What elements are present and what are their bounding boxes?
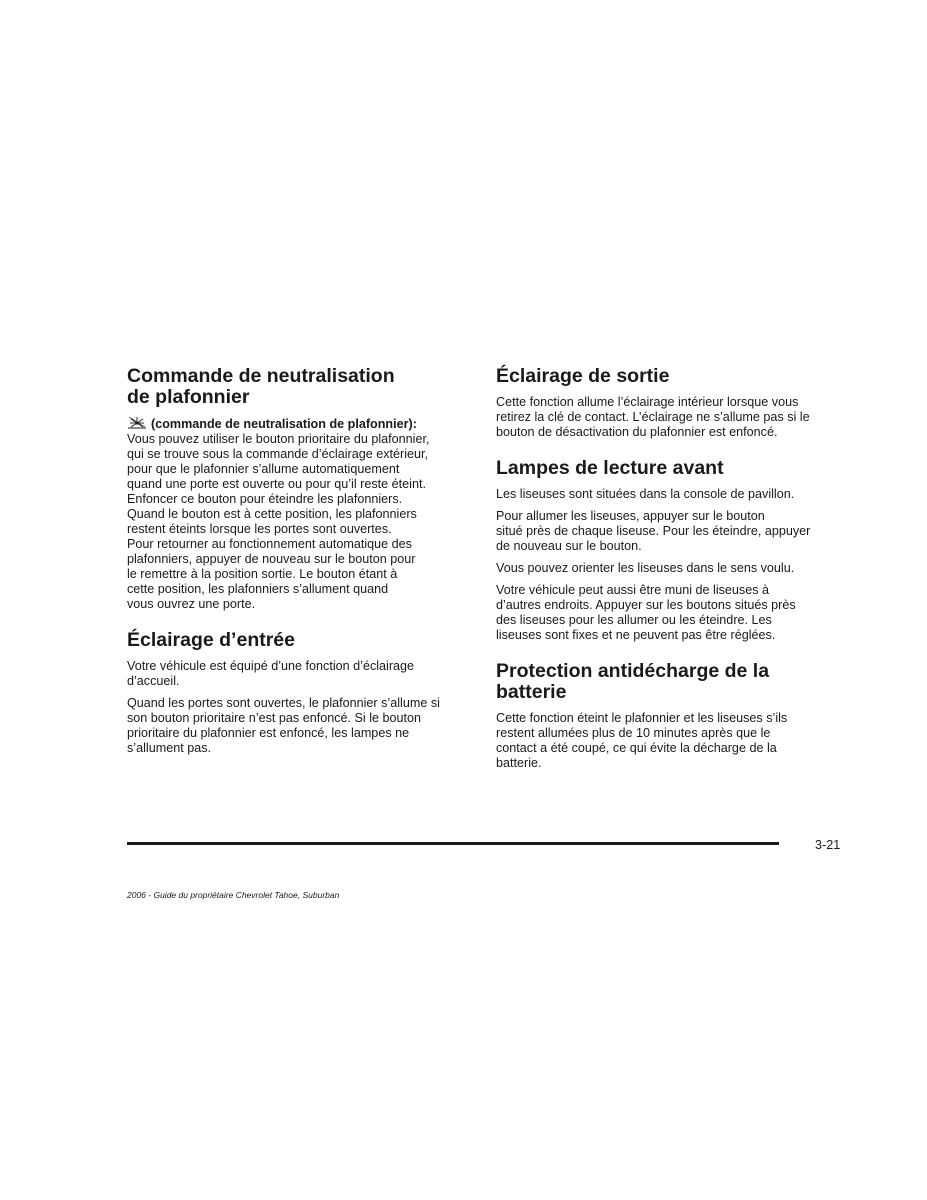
paragraph: Votre véhicule peut aussi être muni de liseuses à d’autres endroits. Appuyer sur les boutons situés près des liseuses pour les allumer ou les éteindre. Les liseuses sont fixes et ne peuvent pas être réglées. — [496, 583, 796, 642]
paragraph: Quand les portes sont ouvertes, le plafonnier s’allume si son bouton prioritaire n’est pas enfoncé. Si le bouton prioritaire du plafonnier est enfoncé, les lampes ne s’allument pas. — [127, 696, 440, 755]
page-number: 3-21 — [815, 838, 841, 852]
section-title-exit-lighting: Éclairage de sortie — [496, 365, 670, 387]
paragraph: Cette fonction éteint le plafonnier et les liseuses s’ils restent allumées plus de 10 minutes après que le contact a été coupé, ce qui évite la décharge de la batterie. — [496, 711, 788, 770]
left-column — [127, 366, 477, 774]
section-title-dome-override — [127, 366, 477, 408]
section-title-entry-lighting: Éclairage d’entrée — [127, 629, 295, 651]
section-entry-lighting — [127, 630, 477, 756]
lead-paragraph — [127, 416, 477, 432]
section-exit-lighting — [496, 366, 848, 440]
dome-lamp-override-icon — [127, 416, 147, 429]
section-title-line1: Protection antidécharge de la — [496, 660, 770, 682]
paragraph: Vous pouvez orienter les liseuses dans le sens voulu. — [496, 561, 795, 575]
section-title-line2: de plafonnier — [127, 386, 250, 408]
section-title-line2: batterie — [496, 681, 567, 703]
lead-label: (commande de neutralisation de plafonnier): — [151, 417, 417, 431]
section-title-battery-protection — [496, 661, 848, 703]
section-title-line1: Commande de neutralisation — [127, 365, 395, 387]
paragraph: Pour allumer les liseuses, appuyer sur le bouton situé près de chaque liseuse. Pour les éteindre, appuyer de nouveau sur le bouton. — [496, 509, 811, 553]
page-rule — [127, 842, 779, 845]
section-battery-protection — [496, 661, 848, 771]
section-body: Vous pouvez utiliser le bouton prioritaire du plafonnier, qui se trouve sous la commande d’éclairage extérieur, pour que le plafonnier s’allume automatiquement quand une porte est ouverte ou pour qu’il reste éteint. Enfoncer ce bouton pour éteindre les plafonniers. Quand le bouton est à cette position, les plafonniers restent éteints lorsque les portes sont ouvertes. Pour retourner au fonctionnement automatique des plafonniers, appuyer de nouveau sur le bouton pour le remettre à la position sortie. Le bouton étant à cette position, les plafonniers s’allument quand vous ouvrez une porte. — [127, 432, 430, 611]
section-reading-lamps — [496, 458, 848, 643]
paragraph: Cette fonction allume l’éclairage intérieur lorsque vous retirez la clé de contact. L’éclairage ne s’allume pas si le bouton de désactivation du plafonnier est enfoncé. — [496, 395, 810, 439]
paragraph: Les liseuses sont situées dans la console de pavillon. — [496, 487, 795, 501]
section-dome-override — [127, 366, 477, 612]
paragraph: Votre véhicule est équipé d’une fonction d’éclairage d’accueil. — [127, 659, 415, 688]
right-column — [496, 366, 848, 789]
page-footer: 2006 - Guide du propriétaire Chevrolet Tahoe, Suburban — [127, 890, 340, 900]
section-title-reading-lamps: Lampes de lecture avant — [496, 457, 724, 479]
